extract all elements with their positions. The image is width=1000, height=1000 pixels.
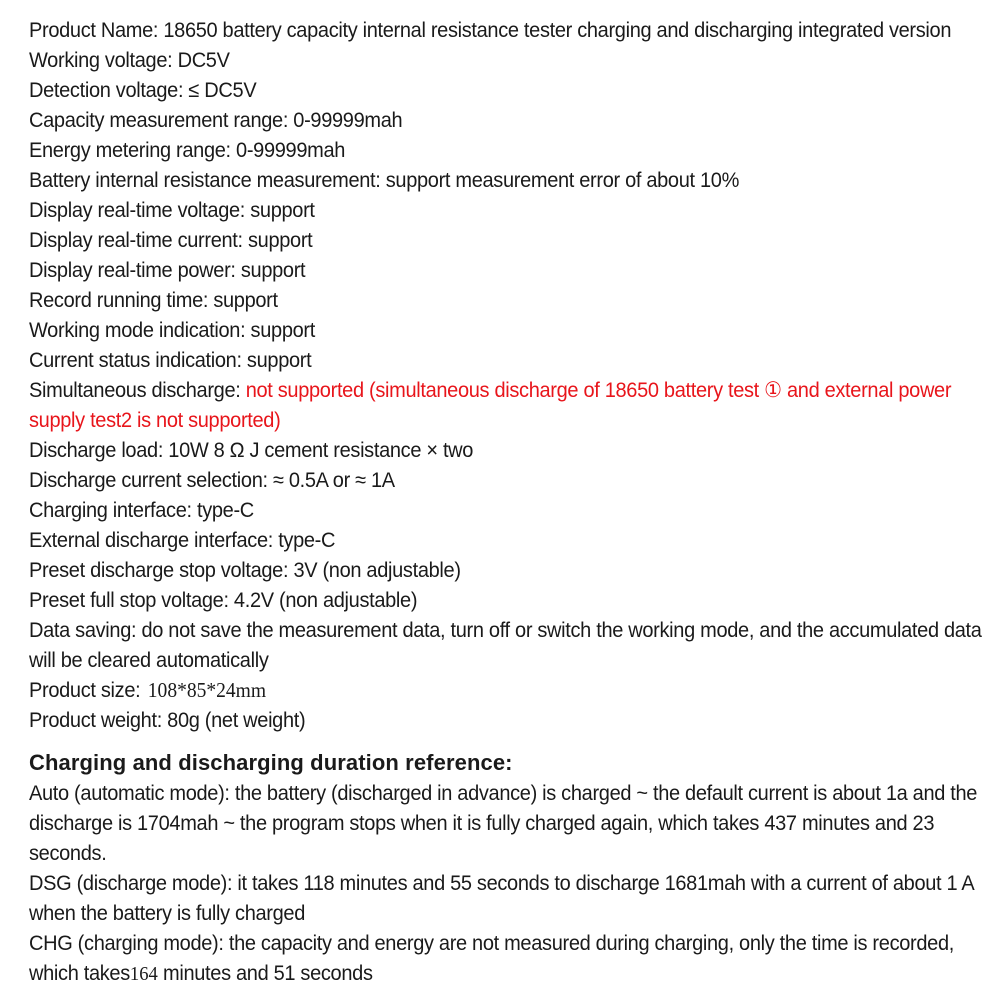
spec-document	[29, 15, 984, 989]
simultaneous-value: not supported (simultaneous discharge of 18650 battery test ① and external power supply test2 is not supported)	[29, 378, 952, 432]
chg-text-end: minutes and 51 seconds	[157, 961, 373, 985]
internal-resistance: Battery internal resistance measurement: support measurement error of about 10%	[29, 168, 740, 192]
chg-minutes: 164	[129, 963, 158, 985]
product-weight: Product weight: 80g (net weight)	[29, 708, 306, 732]
current-status: Current status indication: support	[29, 348, 312, 372]
detection-voltage: Detection voltage: ≤ DC5V	[29, 78, 257, 102]
product-size	[29, 675, 917, 705]
duration-dsg: DSG (discharge mode): it takes 118 minutes and 55 seconds to discharge 1681mah with a current of about 1 A when the battery is fully charged	[29, 871, 974, 925]
simultaneous-label: Simultaneous discharge:	[29, 378, 246, 402]
external-discharge-interface: External discharge interface: type-C	[29, 528, 336, 552]
simultaneous-discharge	[29, 375, 987, 435]
preset-discharge-stop: Preset discharge stop voltage: 3V (non adjustable)	[29, 558, 461, 582]
working-mode: Working mode indication: support	[29, 318, 315, 342]
realtime-voltage: Display real-time voltage: support	[29, 198, 315, 222]
discharge-current: Discharge current selection: ≈ 0.5A or ≈ 1A	[29, 468, 395, 492]
chg-text: CHG (charging mode): the capacity and energy are not measured during charging, only the time is recorded, which takes	[29, 931, 954, 985]
preset-full-stop: Preset full stop voltage: 4.2V (non adjustable)	[29, 588, 418, 612]
duration-chg	[29, 928, 987, 989]
realtime-current: Display real-time current: support	[29, 228, 313, 252]
size-value: 108*85*24mm	[147, 678, 267, 702]
capacity-range: Capacity measurement range: 0-99999mah	[29, 108, 403, 132]
duration-heading: Charging and discharging duration reference:	[29, 750, 513, 775]
running-time: Record running time: support	[29, 288, 278, 312]
data-saving: Data saving: do not save the measurement data, turn off or switch the working mode, and the accumulated data will be cleared automatically	[29, 618, 982, 672]
size-label: Product size:	[29, 678, 141, 702]
duration-auto: Auto (automatic mode): the battery (discharged in advance) is charged ~ the default current is about 1a and the discharge is 1704mah ~ the program stops when it is fully charged again, which takes 437 minutes and 23 seconds.	[29, 781, 978, 865]
charging-interface: Charging interface: type-C	[29, 498, 254, 522]
working-voltage: Working voltage: DC5V	[29, 48, 230, 72]
discharge-load: Discharge load: 10W 8 Ω J cement resistance × two	[29, 438, 474, 462]
realtime-power: Display real-time power: support	[29, 258, 306, 282]
energy-range: Energy metering range: 0-99999mah	[29, 138, 346, 162]
product-name: Product Name: 18650 battery capacity internal resistance tester charging and discharging integrated version	[29, 18, 952, 42]
